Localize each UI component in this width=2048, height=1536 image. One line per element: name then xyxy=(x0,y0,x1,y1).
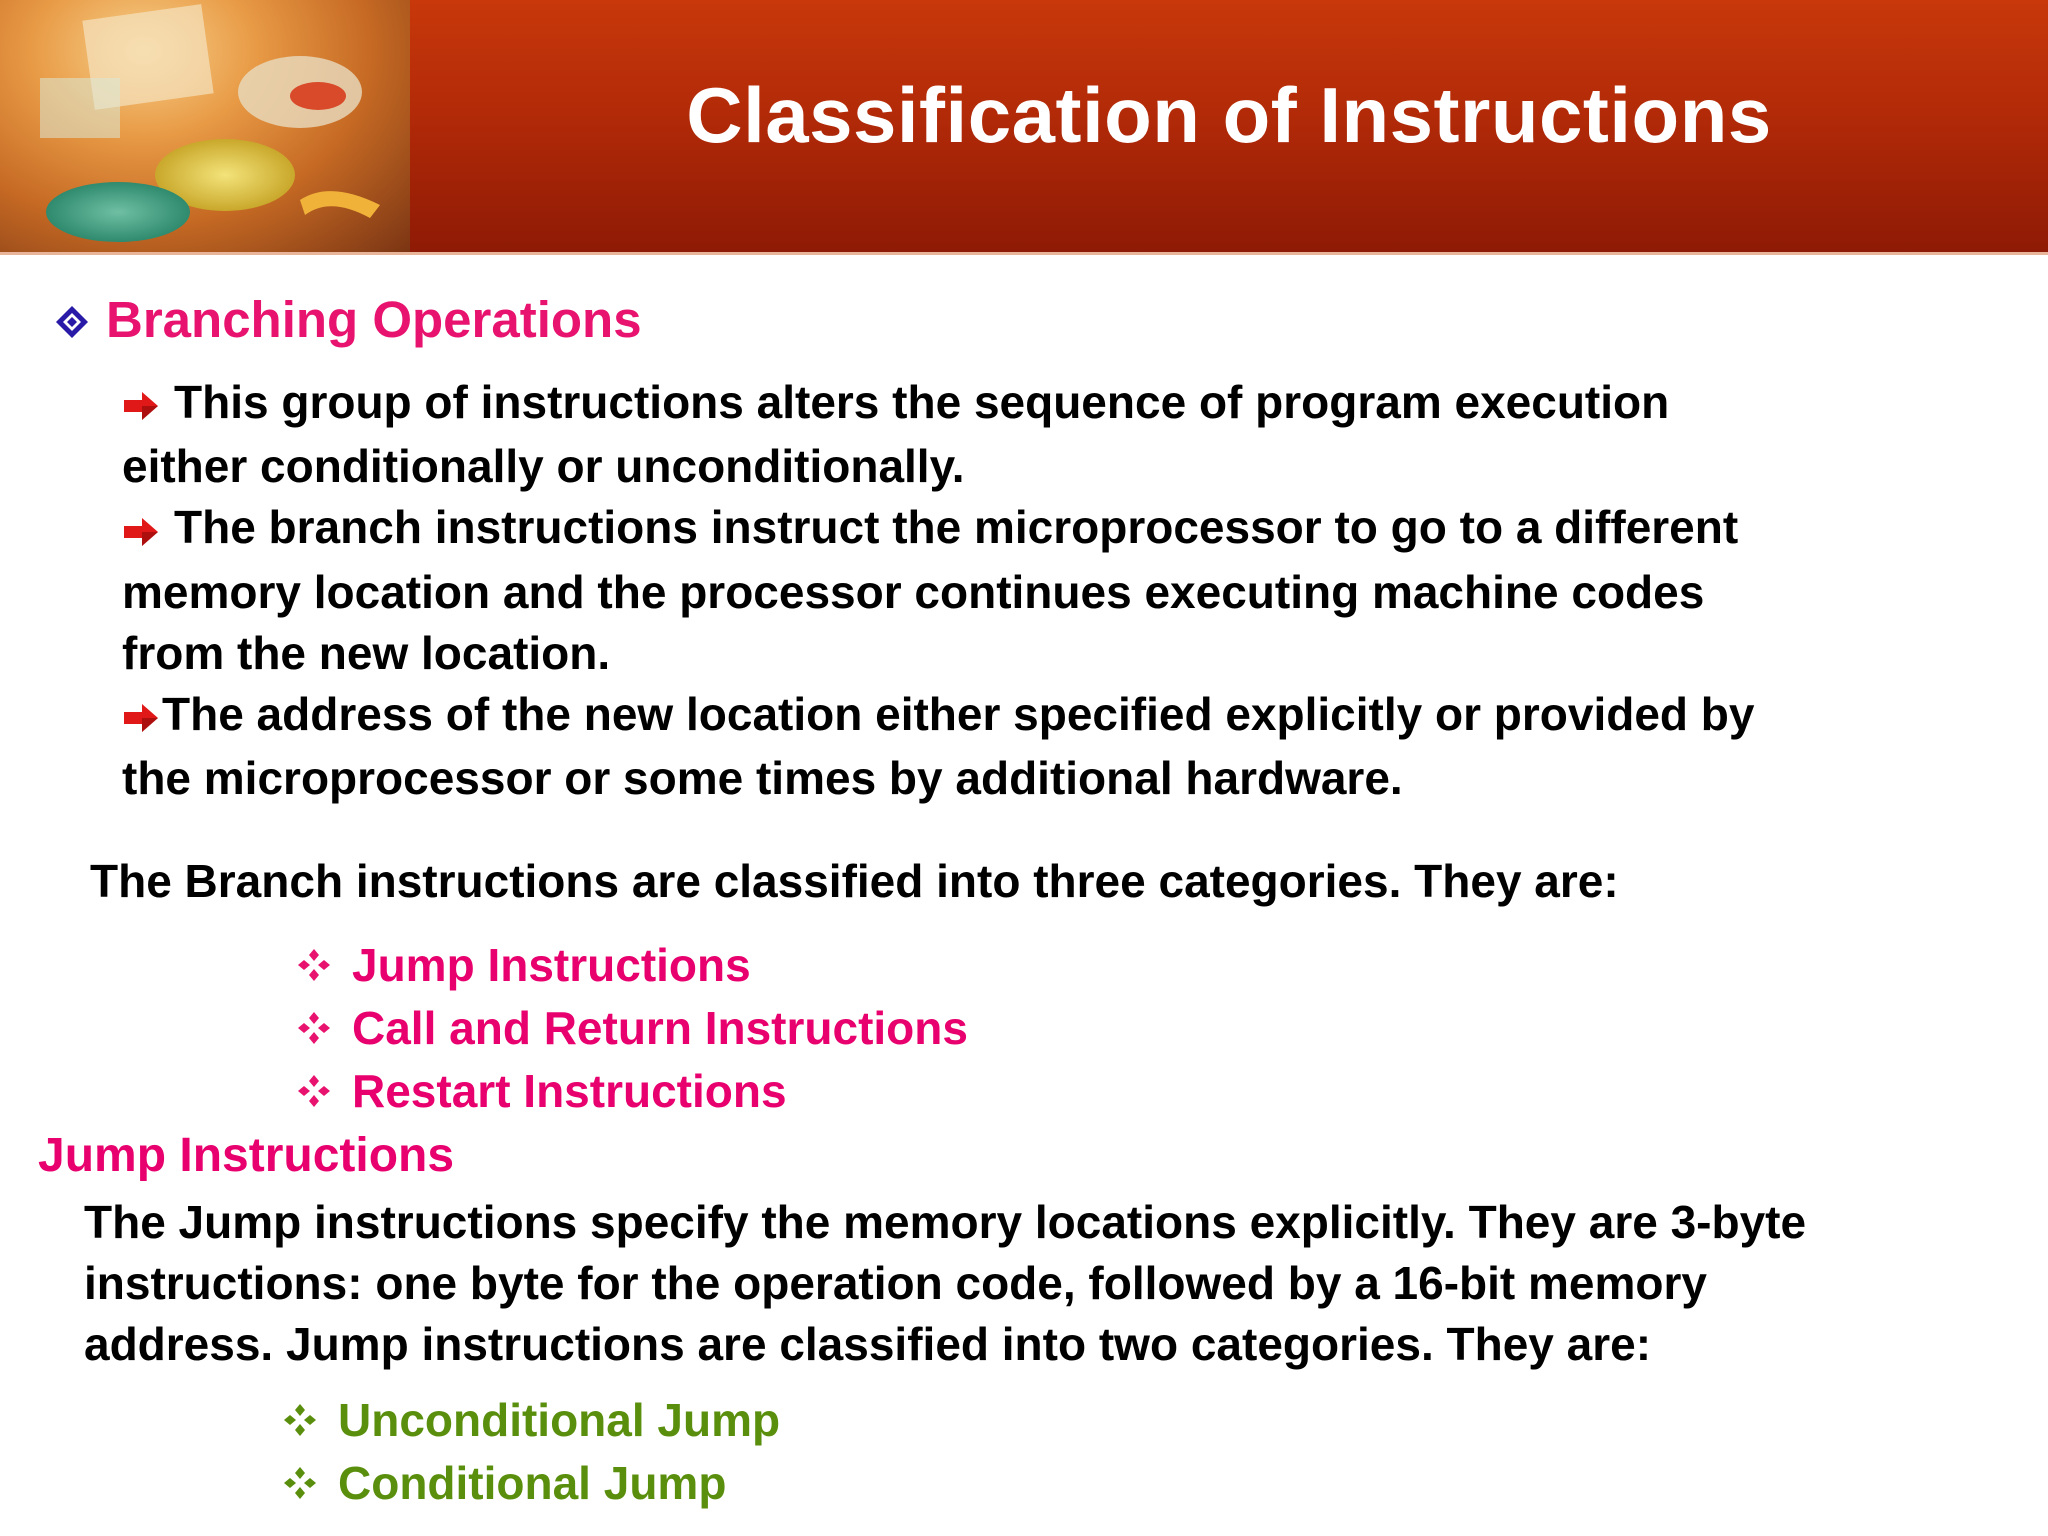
category-unconditional: Unconditional Jump xyxy=(338,1394,781,1446)
jump-line-3: address. Jump instructions are classified into two categories. They are: xyxy=(84,1318,1652,1370)
category-restart: Restart Instructions xyxy=(352,1065,787,1117)
bullet-2-line-3: from the new location. xyxy=(122,626,611,679)
section-heading: Branching Operations xyxy=(106,291,642,348)
list-item xyxy=(296,998,968,1061)
bullet-1 xyxy=(122,372,2002,436)
four-diamond-star-icon xyxy=(296,1063,332,1124)
list-item xyxy=(296,935,968,998)
red-arrow-icon xyxy=(122,501,160,562)
four-diamond-star-icon xyxy=(296,937,332,998)
diamond-icon xyxy=(52,302,92,342)
title-bar xyxy=(0,0,2048,254)
category-jump: Jump Instructions xyxy=(352,939,751,991)
list-item xyxy=(296,1061,968,1124)
bullet-1-line-1: This group of instructions alters the sequence of program execution xyxy=(174,376,1670,428)
four-diamond-star-icon xyxy=(282,1455,318,1516)
bullet-1-line-2: either conditionally or unconditionally. xyxy=(122,440,965,493)
page-title: Classification of Instructions xyxy=(686,71,1772,159)
red-arrow-icon xyxy=(122,687,160,748)
red-arrow-icon xyxy=(122,375,160,436)
jump-paragraph xyxy=(84,1192,1806,1375)
four-diamond-star-icon xyxy=(282,1392,318,1453)
list-item xyxy=(282,1390,780,1453)
jump-line-2: instructions: one byte for the operation code, followed by a 16-bit memory xyxy=(84,1257,1707,1309)
category-call-return: Call and Return Instructions xyxy=(352,1002,968,1054)
header-divider xyxy=(0,252,2048,255)
bullet-3 xyxy=(122,684,2002,748)
list-item xyxy=(282,1453,780,1516)
jump-heading: Jump Instructions xyxy=(38,1129,455,1182)
header-photo xyxy=(0,0,410,254)
jump-categories xyxy=(282,1390,780,1516)
category-conditional: Conditional Jump xyxy=(338,1457,727,1509)
four-diamond-star-icon xyxy=(296,1000,332,1061)
jump-line-1: The Jump instructions specify the memory locations explicitly. They are 3-byte xyxy=(84,1196,1807,1248)
branch-intro: The Branch instructions are classified into three categories. They are: xyxy=(90,855,1619,907)
bullet-2-line-2: memory location and the processor continues executing machine codes xyxy=(122,565,1705,618)
bullet-2 xyxy=(122,497,2002,561)
bullet-3-line-1: The address of the new location either specified explicitly or provided by xyxy=(162,687,1755,740)
bullet-3-line-2: the microprocessor or some times by additional hardware. xyxy=(122,752,1403,805)
branch-categories xyxy=(296,935,968,1124)
bullet-paragraphs xyxy=(122,372,2002,809)
bullet-2-line-1: The branch instructions instruct the microprocessor to go to a different xyxy=(174,501,1739,554)
